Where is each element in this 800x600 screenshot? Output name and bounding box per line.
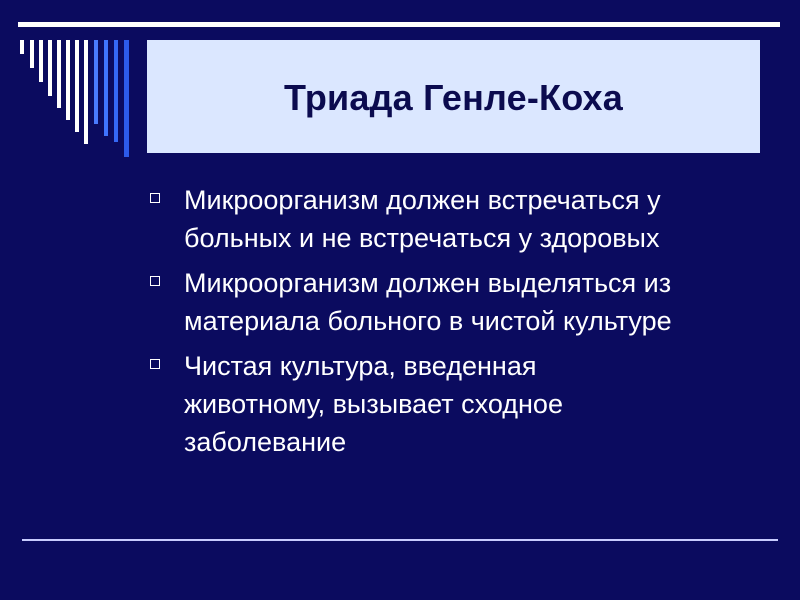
- decorative-stripe: [94, 40, 98, 124]
- bullet-item: [150, 181, 770, 257]
- slide-title: Триада Генле-Коха: [284, 76, 623, 118]
- bullet-text: Микроорганизм должен выделяться из материала больного в чистой культуре: [184, 268, 672, 336]
- decorative-stripe: [48, 40, 52, 96]
- decorative-stripe: [57, 40, 61, 108]
- decorative-stripe: [124, 40, 129, 157]
- decorative-stripe: [30, 40, 34, 68]
- decorative-stripe: [104, 40, 108, 136]
- top-divider-line: [18, 22, 780, 27]
- decorative-stripe: [66, 40, 70, 120]
- decorative-stripe: [75, 40, 79, 132]
- hollow-square-bullet-icon: [150, 193, 160, 203]
- hollow-square-bullet-icon: [150, 276, 160, 286]
- bullet-text: Микроорганизм должен встречаться у больных и не встречаться у здоровых: [184, 185, 661, 253]
- decorative-stripe: [20, 40, 24, 54]
- bullet-list: [150, 181, 770, 468]
- bullet-item: [150, 264, 770, 340]
- title-box: [147, 40, 760, 153]
- bottom-divider-line: [22, 539, 778, 541]
- bullet-item: [150, 347, 770, 461]
- decorative-stripe: [39, 40, 43, 82]
- hollow-square-bullet-icon: [150, 359, 160, 369]
- bullet-text: Чистая культура, введенная животному, вызывает сходное заболевание: [184, 351, 563, 457]
- decorative-stripe: [114, 40, 118, 142]
- decorative-stripe: [84, 40, 88, 144]
